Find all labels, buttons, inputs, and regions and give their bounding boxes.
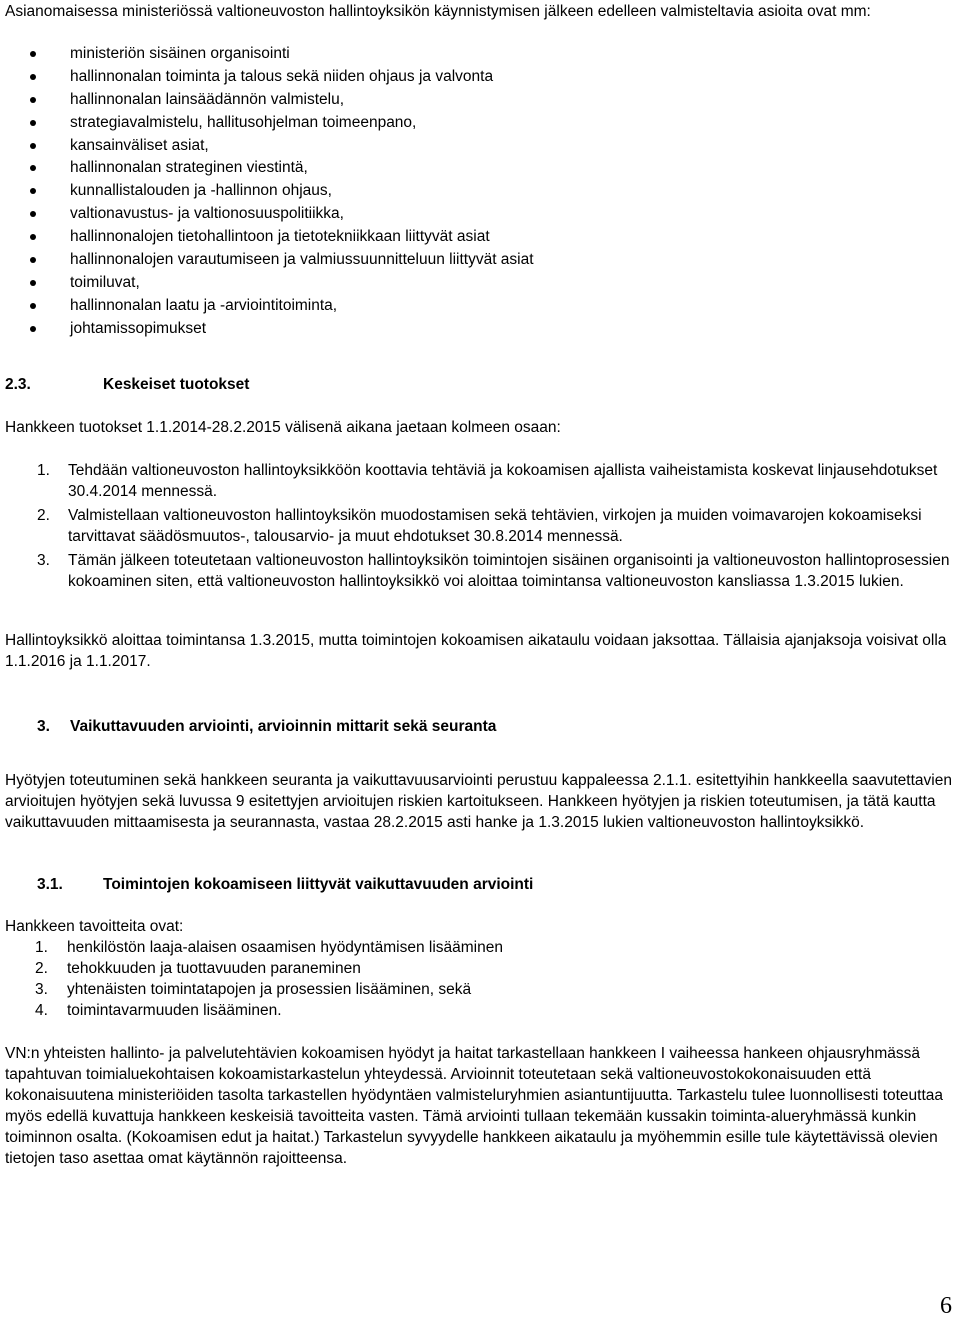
- bullet-icon: [30, 234, 36, 240]
- list-item: 4. toimintavarmuuden lisääminen.: [35, 1002, 282, 1019]
- document-page: Asianomaisessa ministeriössä valtioneuvoston hallintoyksikön käynnistymisen jälkeen edelleen valmisteltavia asioita ovat mm: ministeriön sisäinen organisointi hallinnonalan toiminta ja talous sekä niiden ohjaus ja valvonta hallinnonalan lainsäädännön valmistelu, strategiavalmistelu, hallitusohjelman toimeenpano, kansainväliset asiat, hallinnonalan strateginen viestintä, kunnallistalouden ja -hallinnon ohjaus, valtionavustus- ja valtionosuuspolitiikka, hallinnonalojen tietohallintoon ja tietotekniikkaan liittyvät asiat hallinnonalojen varautumiseen ja valmiussuunnitteluun liittyvät asiat toimiluvat, hallinnonalan laatu ja -arviointitoiminta, johtamissopimukset 2.3. Keskeiset tuotokset Hankkeen tuotokset 1.1.2014-28.2.2015 välisenä aikana jaetaan kolmeen osaan: 1. Tehdään valtioneuvoston hallintoyksikköön koottavia tehtäviä ja kokoamisen ajallista vaiheistamista koskevat linjausehdotukset 30.4.2014 mennessä. 2. Valmistellaan valtioneuvoston hallintoyksikön muodostamisen sekä tehtävien, virkojen ja muiden voimavarojen kokoamiseksi tarvittavat säädösmuutos-, talousarvio- ja muut ehdotukset 30.8.2014 mennessä. 3. Tämän jälkeen toteutetaan valtioneuvoston hallintoyksikön toimintojen sisäinen organisointi ja valtioneuvoston hallintoprosessien kokoaminen siten, että valtioneuvoston hallintoyksikkö voi aloittaa toimintansa valtioneuvoston kansliassa 1.3.2015 lukien. Hallintoyksikkö aloittaa toimintansa 1.3.2015, mutta toimintojen kokoamisen aikataulu voidaan jaksottaa. Tällaisia ajanjaksoja voisivat olla 1.1.2016 ja 1.1.2017. 3. Vaikuttavuuden arviointi, arvioinnin mittarit sekä seuranta Hyötyjen toteutuminen sekä hankkeen seuranta ja vaikuttavuusarviointi perustuu kappaleessa 2.1.1. esitettyihin hankkeella saavutettavien arvioitujen hyötyjen sekä luvussa 9 esitettyjen arvioitujen riskien kartoitukseen. Hankkeen hyötyjen ja riskien toteutumisen, ja tätä kautta vaikuttavuuden mittaamisesta ja seurannasta, vastaa 28.2.2015 asti hanke ja 1.3.2015 lukien valtioneuvoston hallintoyksikkö. 3.1. Toimintojen kokoamiseen liittyvät vaikuttavuuden arviointi Hankkeen tavoitteita ovat: 1. henkilöstön laaja-alaisen osaamisen hyödyntämisen lisääminen 2. tehokkuuden ja tuottavuuden paraneminen 3. yhtenäisten toimintatapojen ja prosessien lisääminen, sekä 4. toimintavarmuuden lisääminen. VN:n yhteisten hallinto- ja palvelutehtävien kokoamisen hyödyt ja haitat tarkastellaan hankkeen I vaiheessa hankeen ohjausryhmässä tapahtuvan toimialuekohtaisen kokoamistarkastelun yhteydessä. Arvioinnit toteutetaan sekä valtioneuvostokokonaisuuden että kokonaisuutena ministeriöiden tasolta tarkastellen hyödyntäen valmisteluryhmien asiantuntijuutta. Tarkastelu tulee luonnollisesti toteuttaa myös edellä kuvattuja hankkeen keskeisiä tavoitteita vasten. Tämä arviointi tullaan tekemään kussakin toiminta-alueryhmässä kunkin toiminnon osalta. (Kokoamisen edut ja haitat.) Tarkastelun syvyydelle hankkeen aikataulu ja myöhemmin esille tule käytettävissä olevien tietojen taso asettaa omat käytännön rajoitteensa. 6: [0, 0, 960, 1337]
- list-item: 1. henkilöstön laaja-alaisen osaamisen hyödyntämisen lisääminen: [35, 939, 503, 956]
- goals-intro: Hankkeen tavoitteita ovat:: [5, 918, 184, 935]
- final-paragraph: VN:n yhteisten hallinto- ja palvelutehtävien kokoamisen hyödyt ja haitat tarkastellaan hankkeen I vaiheessa hankeen ohjausryhmässä tapahtuvan toimialuekohtaisen kokoamistarkastelun yhteydessä. Arvioinnit toteutetaan sekä valtioneuvostokokonaisuuden että kokonaisuutena ministeriöiden tasolta tarkastellen hyödyntäen valmisteluryhmien asiantuntijuutta. Tarkastelu tulee luonnollisesti toteuttaa myös edellä kuvattuja hankkeen keskeisiä tavoitteita vasten. Tämä arviointi tullaan tekemään kussakin toiminta-alueryhmässä kunkin toiminnon osalta. (Kokoamisen edut ja haitat.) Tarkastelun syvyydelle hankkeen aikataulu ja myöhemmin esille tule käytettävissä olevien tietojen taso asettaa omat käytännön rajoitteensa.: [5, 1045, 944, 1167]
- bullet-icon: [30, 257, 36, 263]
- intro-paragraph: Asianomaisessa ministeriössä valtioneuvoston hallintoyksikön käynnistymisen jälkeen edelleen valmisteltavia asioita ovat mm:: [5, 3, 871, 20]
- bullet-icon: [30, 188, 36, 194]
- bullet-icon: [30, 326, 36, 332]
- bullet-icon: [30, 97, 36, 103]
- list-item: ministeriön sisäinen organisointi: [30, 43, 534, 66]
- list-item: hallinnonalojen varautumiseen ja valmiussuunnitteluun liittyvät asiat: [30, 249, 534, 272]
- list-item: valtionavustus- ja valtionosuuspolitiikka,: [30, 203, 534, 226]
- list-item: hallinnonalan toiminta ja talous sekä niiden ohjaus ja valvonta: [30, 66, 534, 89]
- bullet-icon: [30, 120, 36, 126]
- list-item: johtamissopimukset: [30, 318, 534, 341]
- list-item: hallinnonalan laatu ja -arviointitoiminta,: [30, 295, 534, 318]
- list-item: 2. Valmistellaan valtioneuvoston hallintoyksikön muodostamisen sekä tehtävien, virkojen ja muiden voimavarojen kokoamiseksi tarvittavat säädösmuutos-, talousarvio- ja muut ehdotukset 30.8.2014 mennessä.: [37, 507, 922, 545]
- list-item: 3. Tämän jälkeen toteutetaan valtioneuvoston hallintoyksikön toimintojen sisäinen organisointi ja valtioneuvoston hallintoprosessien kokoaminen siten, että valtioneuvoston hallintoyksikkö voi aloittaa toimintansa valtioneuvoston kansliassa 1.3.2015 lukien.: [37, 552, 950, 590]
- list-item: 1. Tehdään valtioneuvoston hallintoyksikköön koottavia tehtäviä ja kokoamisen ajallista vaiheistamista koskevat linjausehdotukset 30.4.2014 mennessä.: [37, 462, 938, 500]
- bullet-icon: [30, 74, 36, 80]
- list-item: kunnallistalouden ja -hallinnon ohjaus,: [30, 180, 534, 203]
- bullet-list: [30, 43, 534, 341]
- list-item: toimiluvat,: [30, 272, 534, 295]
- bullet-icon: [30, 165, 36, 171]
- bullet-icon: [30, 211, 36, 217]
- bullet-icon: [30, 280, 36, 286]
- list-item: 2. tehokkuuden ja tuottavuuden paraneminen: [35, 960, 361, 977]
- list-item: hallinnonalan strateginen viestintä,: [30, 157, 534, 180]
- bullet-icon: [30, 143, 36, 149]
- list-item: hallinnonalan lainsäädännön valmistelu,: [30, 89, 534, 112]
- list-item: hallinnonalojen tietohallintoon ja tietotekniikkaan liittyvät asiat: [30, 226, 534, 249]
- outputs-list: [0, 460, 950, 595]
- page-number: 6: [940, 1293, 952, 1319]
- bullet-icon: [30, 303, 36, 309]
- section-3-paragraph: Hyötyjen toteutuminen sekä hankkeen seuranta ja vaikuttavuusarviointi perustuu kappaleessa 2.1.1. esitettyihin hankkeella saavutettavien arvioitujen hyötyjen sekä luvussa 9 esitettyjen arvioitujen riskien kartoitukseen. Hankkeen hyötyjen ja riskien toteutumisen, ja tätä kautta vaikuttavuuden mittaamisesta ja seurannasta, vastaa 28.2.2015 asti hanke ja 1.3.2015 lukien valtioneuvoston hallintoyksikkö.: [5, 772, 952, 831]
- goals-list: [5, 937, 503, 1021]
- list-item: kansainväliset asiat,: [30, 135, 534, 158]
- list-item: strategiavalmistelu, hallitusohjelman toimeenpano,: [30, 112, 534, 135]
- list-item: 3. yhtenäisten toimintatapojen ja prosessien lisääminen, sekä: [35, 981, 472, 998]
- outputs-note: Hallintoyksikkö aloittaa toimintansa 1.3.2015, mutta toimintojen kokoamisen aikataulu voidaan jaksottaa. Tällaisia ajanjaksoja voisivat olla 1.1.2016 ja 1.1.2017.: [5, 632, 947, 670]
- bullet-icon: [30, 51, 36, 57]
- outputs-intro: Hankkeen tuotokset 1.1.2014-28.2.2015 välisenä aikana jaetaan kolmeen osaan:: [5, 419, 561, 436]
